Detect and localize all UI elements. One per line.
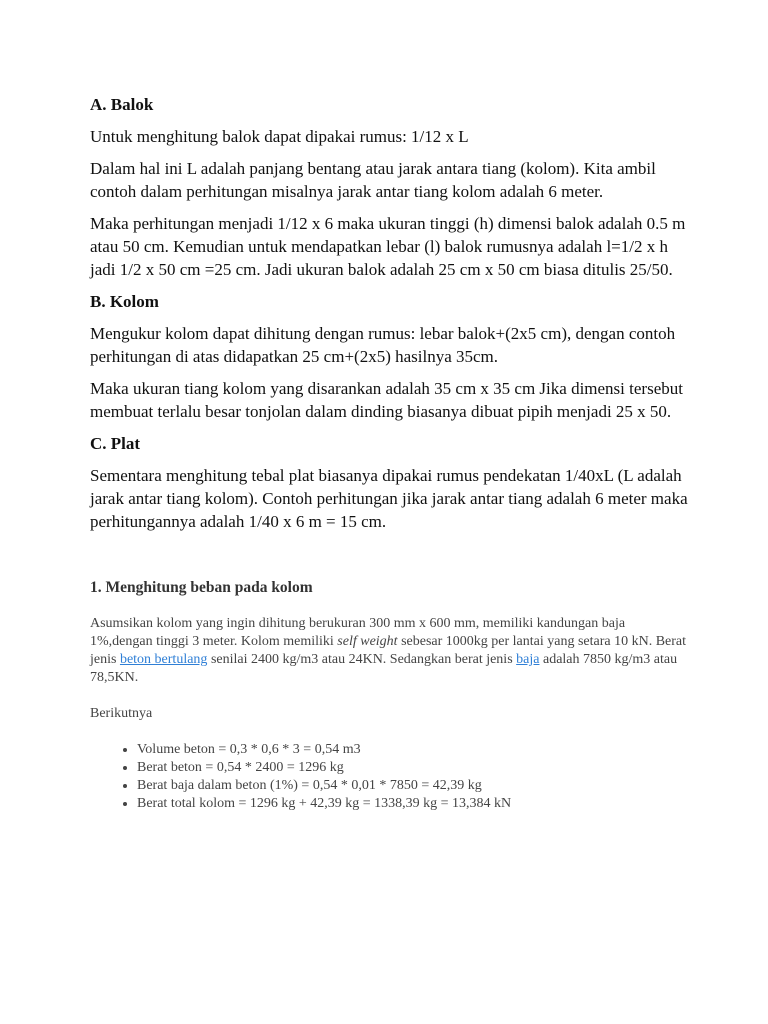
list-item: • Berat baja dalam beton (1%) = 0,54 * 0,01 * 7850 = 42,39 kg (137, 777, 690, 795)
paragraph-balok-perhitungan: Maka perhitungan menjadi 1/12 x 6 maka ukuran tinggi (h) dimensi balok adalah 0.5 m atau 50 cm. Kemudian untuk mendapatkan lebar (l) balok rumusnya adalah l=1/2 x h jadi 1/2 x 50 cm =25 cm. Jadi ukuran balok adalah 25 cm x 50 cm biasa ditulis 25/50. (90, 214, 686, 279)
paragraph-text: Asumsikan kolom yang ingin dihitung berukuran 300 mm x 600 mm, memiliki kandungan baja 1%,dengan tinggi 3 meter. Kolom memiliki (90, 616, 626, 649)
document-page (90, 0, 690, 813)
link-beton-bertulang[interactable]: beton bertulang (119, 652, 208, 667)
heading-kolom: B. Kolom (90, 292, 159, 311)
paragraph-asumsi (90, 615, 690, 687)
list-item: • Volume beton = 0,3 * 0,6 * 3 = 0,54 m3 (137, 741, 690, 759)
list-item: • Berat total kolom = 1296 kg + 42,39 kg = 1338,39 kg = 13,384 kN (137, 795, 690, 813)
italic-self-weight: self weight (337, 634, 398, 649)
paragraph-text: adalah 7850 kg/m3 atau 78,5KN. (90, 652, 678, 685)
paragraph-balok-rumus: Untuk menghitung balok dapat dipakai rumus: 1/12 x L (90, 127, 469, 146)
paragraph-balok-contoh: Dalam hal ini L adalah panjang bentang atau jarak antara tiang (kolom). Kita ambil contoh dalam perhitungan misalnya jarak antar tiang kolom adalah 6 meter. (90, 159, 656, 201)
paragraph-kolom-rumus: Mengukur kolom dapat dihitung dengan rumus: lebar balok+(2x5 cm), dengan contoh perhitungan di atas didapatkan 25 cm+(2x5) hasilnya 35cm. (90, 324, 676, 366)
list-item: • Berat beton = 0,54 * 2400 = 1296 kg (137, 759, 690, 777)
link-baja[interactable]: baja (516, 652, 540, 667)
heading-balok: A. Balok (90, 95, 154, 114)
text-berikutnya: Berikutnya (90, 706, 153, 721)
heading-menghitung-beban: 1. Menghitung beban pada kolom (90, 579, 313, 596)
calculation-list (90, 741, 690, 813)
paragraph-text: senilai 2400 kg/m3 atau 24KN. Sedangkan berat jenis (207, 652, 517, 667)
paragraph-kolom-ukuran: Maka ukuran tiang kolom yang disarankan adalah 35 cm x 35 cm Jika dimensi tersebut membuat terlalu besar tonjolan dalam dinding biasanya dibuat pipih menjadi 25 x 50. (90, 379, 683, 421)
heading-plat: C. Plat (90, 434, 141, 453)
paragraph-plat: Sementara menghitung tebal plat biasanya dipakai rumus pendekatan 1/40xL (L adalah jarak antar tiang kolom). Contoh perhitungan jika jarak antar tiang adalah 6 meter maka perhitungannya adalah 1/40 x 6 m = 15 cm. (90, 466, 688, 531)
paragraph-text: sebesar 1000kg per lantai yang setara 10 kN. Berat jenis (90, 634, 687, 667)
